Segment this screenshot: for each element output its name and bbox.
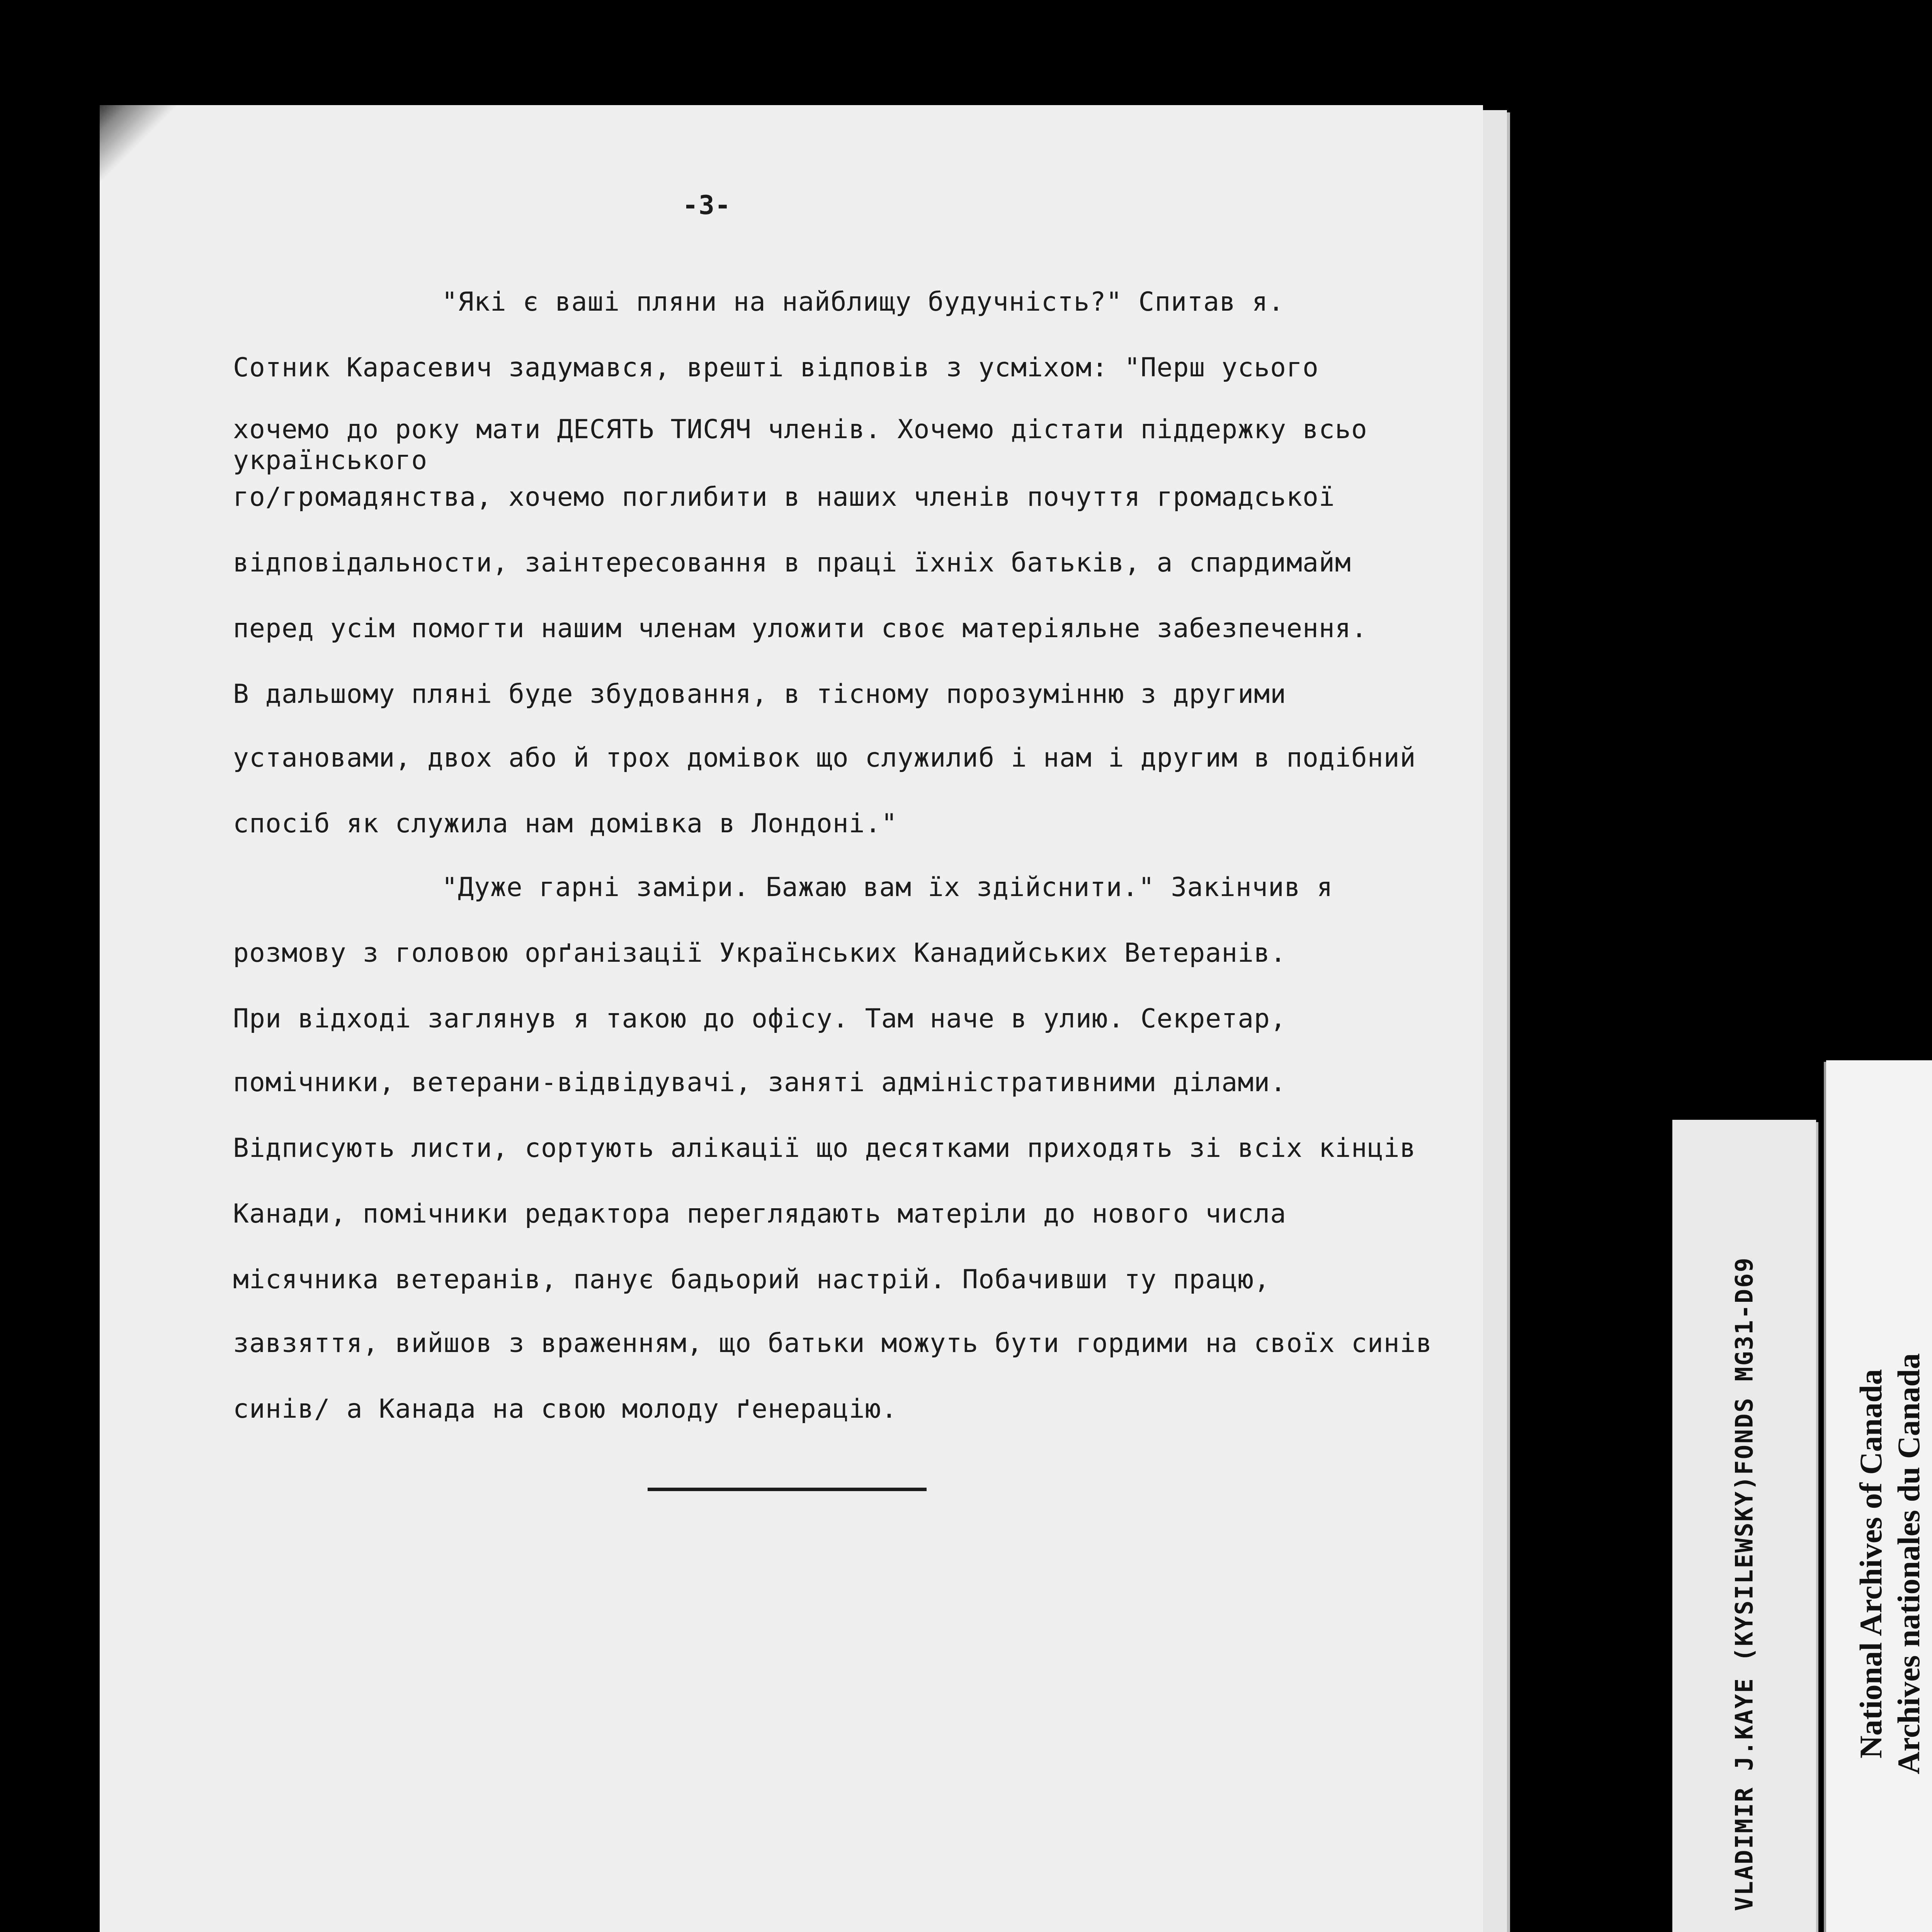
text-line: Сотник Карасевич задумався, врешті відповів з усміхом: "Перш усього — [233, 352, 1319, 383]
text-line: місячника ветеранів, панує бадьорий настрій. Побачивши ту працю, — [233, 1264, 1270, 1295]
text-line: завзяття, вийшов з враженням, що батьки можуть бути гордими на своїх синів — [233, 1328, 1432, 1359]
fonds-label — [1672, 1120, 1816, 1932]
archive-label-english: National Archives of Canada — [1853, 1369, 1888, 1759]
text-line: установами, двох або й трох домівок що служилиб і нам і другим в подібний — [233, 743, 1416, 773]
page-number: -3- — [682, 190, 731, 221]
text-line: Відписують листи, сортують алікації що десятками приходять зі всіх кінців — [233, 1133, 1416, 1163]
text-line: В дальшому пляні буде збудовання, в тісному порозумінню з другими — [233, 679, 1287, 709]
text-line: розмову з головою орґанізації Українських Канадийських Ветеранів. — [233, 938, 1287, 968]
text-line: помічники, ветерани-відвідувачі, заняті адміністративними ділами. — [233, 1067, 1287, 1098]
text-line: синів/ а Канада на свою молоду ґенерацію. — [233, 1394, 898, 1424]
text-line: Канади, помічники редактора переглядають матеріли до нового числа — [233, 1199, 1287, 1229]
text-line: відповідальности, заінтересовання в праці їхніх батьків, а спардимайм — [233, 548, 1351, 578]
text-line: При відході заглянув я такою до офісу. Там наче в улию. Секретар, — [233, 1003, 1287, 1034]
fonds-label-text: VLADIMIR J.KAYE (KYSILEWSKY)FONDS MG31-D69 — [1730, 1257, 1759, 1911]
text-line: "Дуже гарні заміри. Бажаю вам їх здійснити." Закінчив я — [442, 872, 1333, 903]
archive-label-french: Archives nationales du Canada — [1891, 1353, 1926, 1774]
text-line: "Які є ваші пляни на найблищу будучність?" Спитав я. — [442, 287, 1284, 317]
text-line: перед усім помогти нашим членам уложити своє матеріяльне забезпечення. — [233, 613, 1367, 644]
closing-rule — [648, 1488, 927, 1491]
text-line: го/громадянства, хочемо поглибити в наших членів почуття громадської — [233, 482, 1335, 512]
text-line-inserted: українського — [233, 445, 428, 476]
archive-label — [1826, 1060, 1932, 1932]
document-page — [100, 105, 1483, 1932]
text-line: хочемо до року мати ДЕСЯТЬ ТИСЯЧ членів. Хочемо дістати піддержку всьо — [233, 414, 1367, 445]
text-line: спосіб як служила нам домівка в Лондоні." — [233, 808, 898, 839]
